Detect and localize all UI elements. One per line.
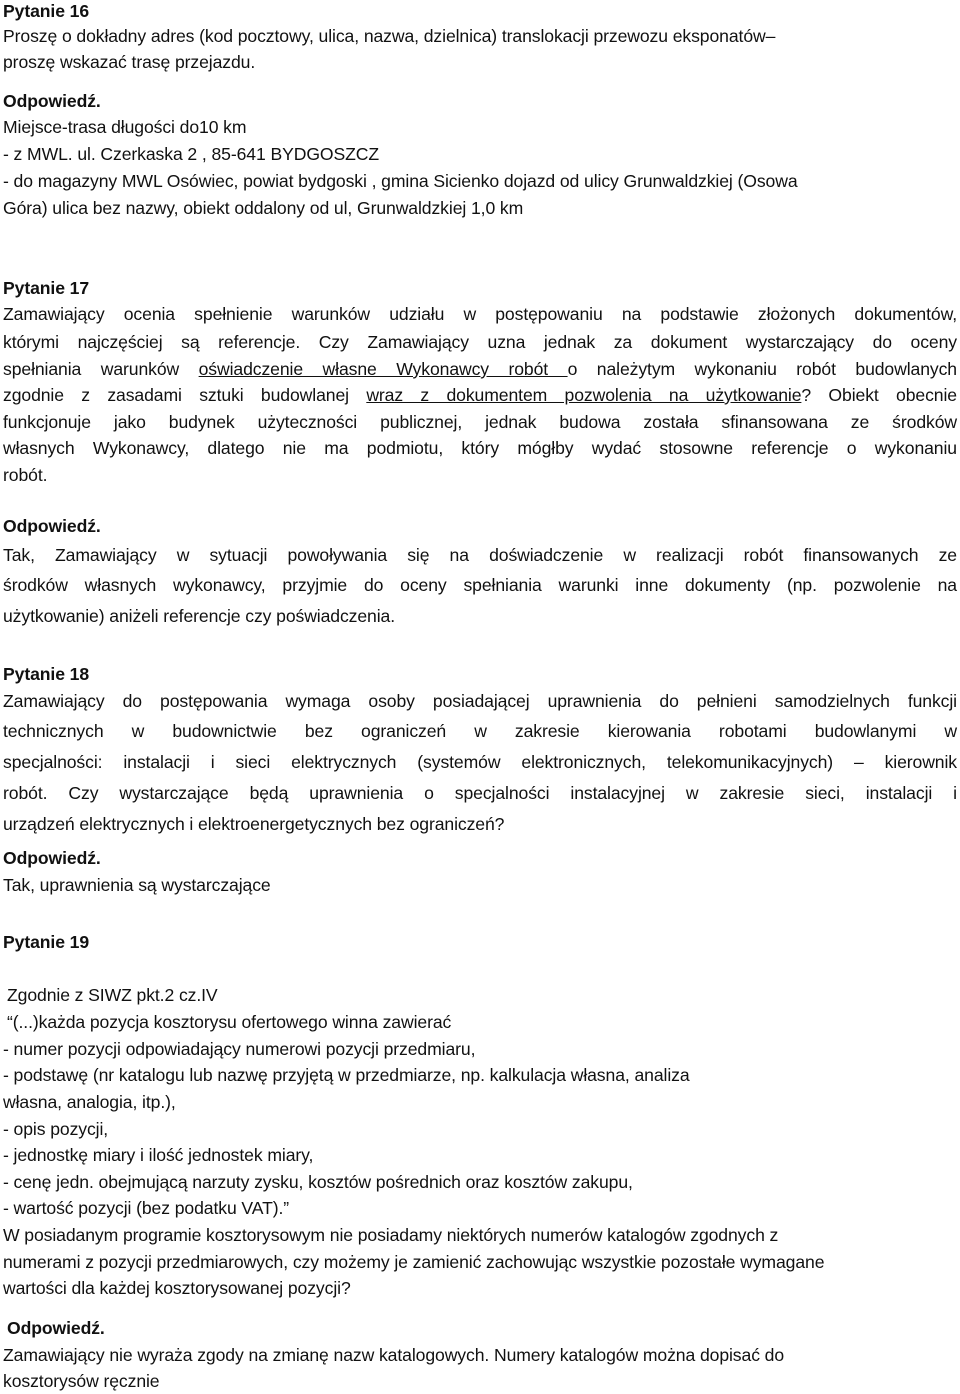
answer-16-label: Odpowiedź.	[3, 91, 101, 111]
question-16-title: Pytanie 16	[3, 1, 90, 21]
question-17-text-line	[3, 358, 957, 380]
question-17-underlined-text: wraz z dokumentem pozwolenia na użytkowanie	[366, 385, 802, 405]
answer-18-label: Odpowiedź.	[3, 848, 101, 868]
answer-17-text-line: środków własnych wykonawcy, przyjmie do oceny spełniania warunki inne dokumenty (np. pozwolenie na	[3, 575, 957, 595]
question-17-text-segment: spełniania warunków	[3, 359, 199, 379]
answer-17-text-line: Tak, Zamawiający w sytuacji powoływania się na doświadczenie w realizacji robót finansowanych ze	[3, 545, 957, 565]
question-19-title: Pytanie 19	[3, 932, 90, 952]
question-17-text-line: funkcjonuje jako budynek użyteczności publicznej, jednak budowa została sfinansowana ze środków	[3, 412, 957, 432]
question-17-text-segment: Czy Zamawiający uzna jednak za dokument wystarczający do oceny	[300, 332, 957, 352]
question-17-text-segment: zgodnie z zasadami sztuki budowlanej	[3, 385, 367, 405]
question-19-text-line: numerami z pozycji przedmiarowych, czy możemy je zamienić zachowując wszystkie pozostałe wymagane	[3, 1252, 825, 1272]
question-17-text-line	[3, 331, 957, 353]
answer-16-text-line: - do magazyny MWL Osówiec, powiat bydgoski , gmina Sicienko dojazd od ulicy Grunwaldzkiej (Osowa	[3, 171, 798, 191]
answer-19-text-line: Zamawiający nie wyraża zgody na zmianę nazw katalogowych. Numery katalogów można dopisać do	[3, 1345, 785, 1365]
question-19-text-line: wartości dla każdej kosztorysowanej pozycji?	[3, 1278, 351, 1298]
question-19-text-line: Zgodnie z SIWZ pkt.2 cz.IV	[7, 985, 218, 1005]
answer-16-text-line: - z MWL. ul. Czerkaska 2 , 85-641 BYDGOSZCZ	[3, 144, 380, 164]
question-18-text-line: technicznych w budownictwie bez ograniczeń w zakresie kierowania robotami budowlanymi w	[3, 721, 957, 741]
question-17-title: Pytanie 17	[3, 278, 90, 298]
question-18-text-line: specjalności: instalacji i sieci elektrycznych (systemów elektronicznych, telekomunikacyjnych) – kierownik	[3, 752, 957, 772]
question-16-text-line: proszę wskazać trasę przejazdu.	[3, 52, 256, 72]
question-18-text-line: robót. Czy wystarczające będą uprawnienia o specjalności instalacyjnej w zakresie sieci, instalacji i	[3, 783, 957, 803]
question-19-text-line: “(...)każda pozycja kosztorysu ofertowego winna zawierać	[7, 1012, 452, 1032]
question-18-text-line: Zamawiający do postępowania wymaga osoby posiadającej uprawnienia do pełnieni samodzielnych funkcji	[3, 691, 957, 711]
answer-18-text-line: Tak, uprawnienia są wystarczające	[3, 875, 271, 895]
question-17-text-segment: ? Obiekt obecnie	[801, 385, 957, 405]
question-16-text-line: Proszę o dokładny adres (kod pocztowy, ulica, nazwa, dzielnica) translokacji przewozu eksponatów–	[3, 26, 776, 46]
question-19-text-line: W posiadanym programie kosztorysowym nie posiadamy niektórych numerów katalogów zgodnych z	[3, 1225, 779, 1245]
question-17-text-segment: o należytym wykonaniu robót budowlanych	[567, 359, 957, 379]
question-19-text-line: - cenę jedn. obejmującą narzuty zysku, kosztów pośrednich oraz kosztów zakupu,	[3, 1172, 633, 1192]
question-19-text-line: własna, analogia, itp.),	[3, 1092, 176, 1112]
question-19-text-line: - podstawę (nr katalogu lub nazwę przyjętą w przedmiarze, np. kalkulacja własna, analiza	[3, 1065, 690, 1085]
question-17-text-line	[3, 384, 957, 406]
answer-17-text-line: użytkowanie) aniżeli referencje czy poświadczenia.	[3, 606, 396, 626]
question-17-text-line: własnych Wykonawcy, dlatego nie ma podmiotu, który mógłby wydać stosowne referencje o wykonaniu	[3, 438, 957, 458]
question-17-underlined-text: oświadczenie własne Wykonawcy robót	[198, 359, 568, 379]
question-17-text-segment: którymi najczęściej są referencje.	[3, 332, 301, 352]
answer-16-text-line: Góra) ulica bez nazwy, obiekt oddalony od ul, Grunwaldzkiej 1,0 km	[3, 198, 524, 218]
answer-16-text-line: Miejsce-trasa długości do10 km	[3, 117, 247, 137]
question-17-text-line: robót.	[3, 465, 48, 485]
answer-19-label: Odpowiedź.	[7, 1318, 105, 1338]
question-19-text-line: - jednostkę miary i ilość jednostek miary,	[3, 1145, 314, 1165]
question-19-text-line: - numer pozycji odpowiadający numerowi pozycji przedmiaru,	[3, 1039, 476, 1059]
question-19-text-line: - opis pozycji,	[3, 1119, 109, 1139]
answer-17-label: Odpowiedź.	[3, 516, 101, 536]
question-18-text-line: urządzeń elektrycznych i elektroenergetycznych bez ograniczeń?	[3, 814, 505, 834]
question-18-title: Pytanie 18	[3, 664, 90, 684]
answer-19-text-line: kosztorysów ręcznie	[3, 1371, 160, 1391]
question-19-text-line: - wartość pozycji (bez podatku VAT).”	[3, 1198, 290, 1218]
question-17-text-line: Zamawiający ocenia spełnienie warunków udziału w postępowaniu na podstawie złożonych dokumentów,	[3, 304, 957, 324]
